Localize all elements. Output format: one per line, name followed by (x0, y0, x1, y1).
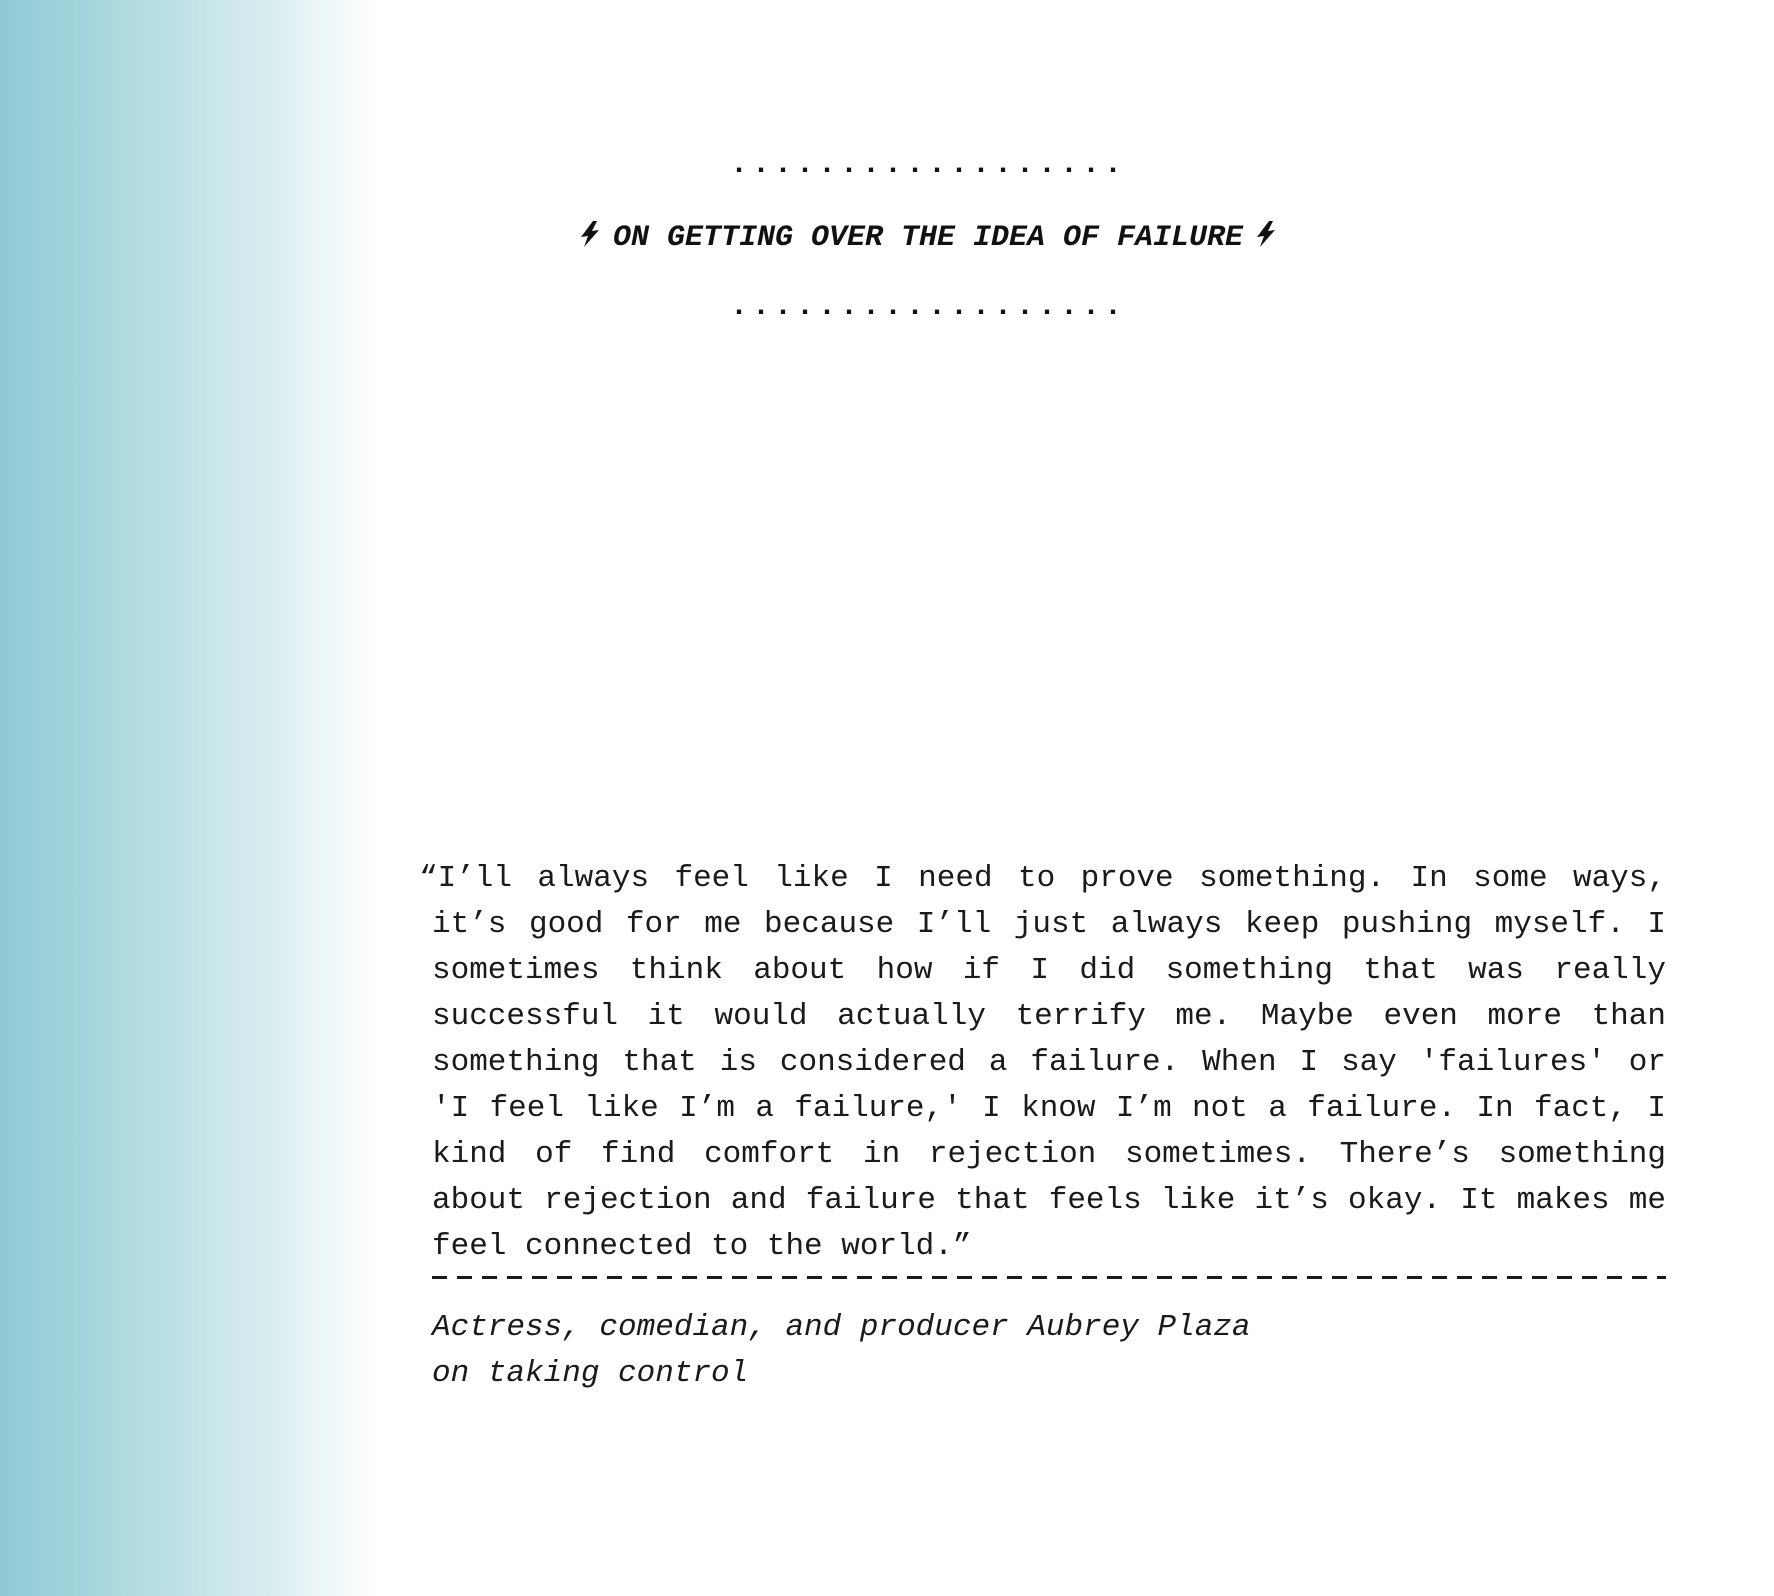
quote-attribution (432, 1305, 1666, 1397)
side-gradient-panel (0, 0, 376, 1596)
dotted-divider-top: .................. (729, 148, 1127, 182)
attribution-line-2: on taking control (432, 1356, 749, 1391)
lightning-bolt-icon (1253, 220, 1279, 248)
section-title: ON GETTING OVER THE IDEA OF FAILURE (612, 221, 1244, 255)
section-header (376, 150, 1774, 322)
lightning-bolt-icon (577, 220, 603, 248)
quote-text: “I’ll always feel like I need to prove something. In some ways, it’s good for me because I’ll just always keep pushing myself. I sometimes think about how if I did something that was really successful it would actually terrify me. Maybe even more than something that is considered a failure. When I say 'failures' or 'I feel like I’m a failure,' I know I’m not a failure. In fact, I kind of find comfort in rejection sometimes. There’s something about rejection and failure that feels like it’s okay. It makes me feel connected to the world.” (419, 861, 1666, 1264)
attribution-line-1: Actress, comedian, and producer Aubrey Plaza (432, 1310, 1251, 1345)
quote-block (419, 856, 1666, 1397)
dashed-divider (432, 1276, 1666, 1279)
dotted-divider-bottom: .................. (729, 290, 1127, 324)
section-title-line (376, 218, 1480, 258)
